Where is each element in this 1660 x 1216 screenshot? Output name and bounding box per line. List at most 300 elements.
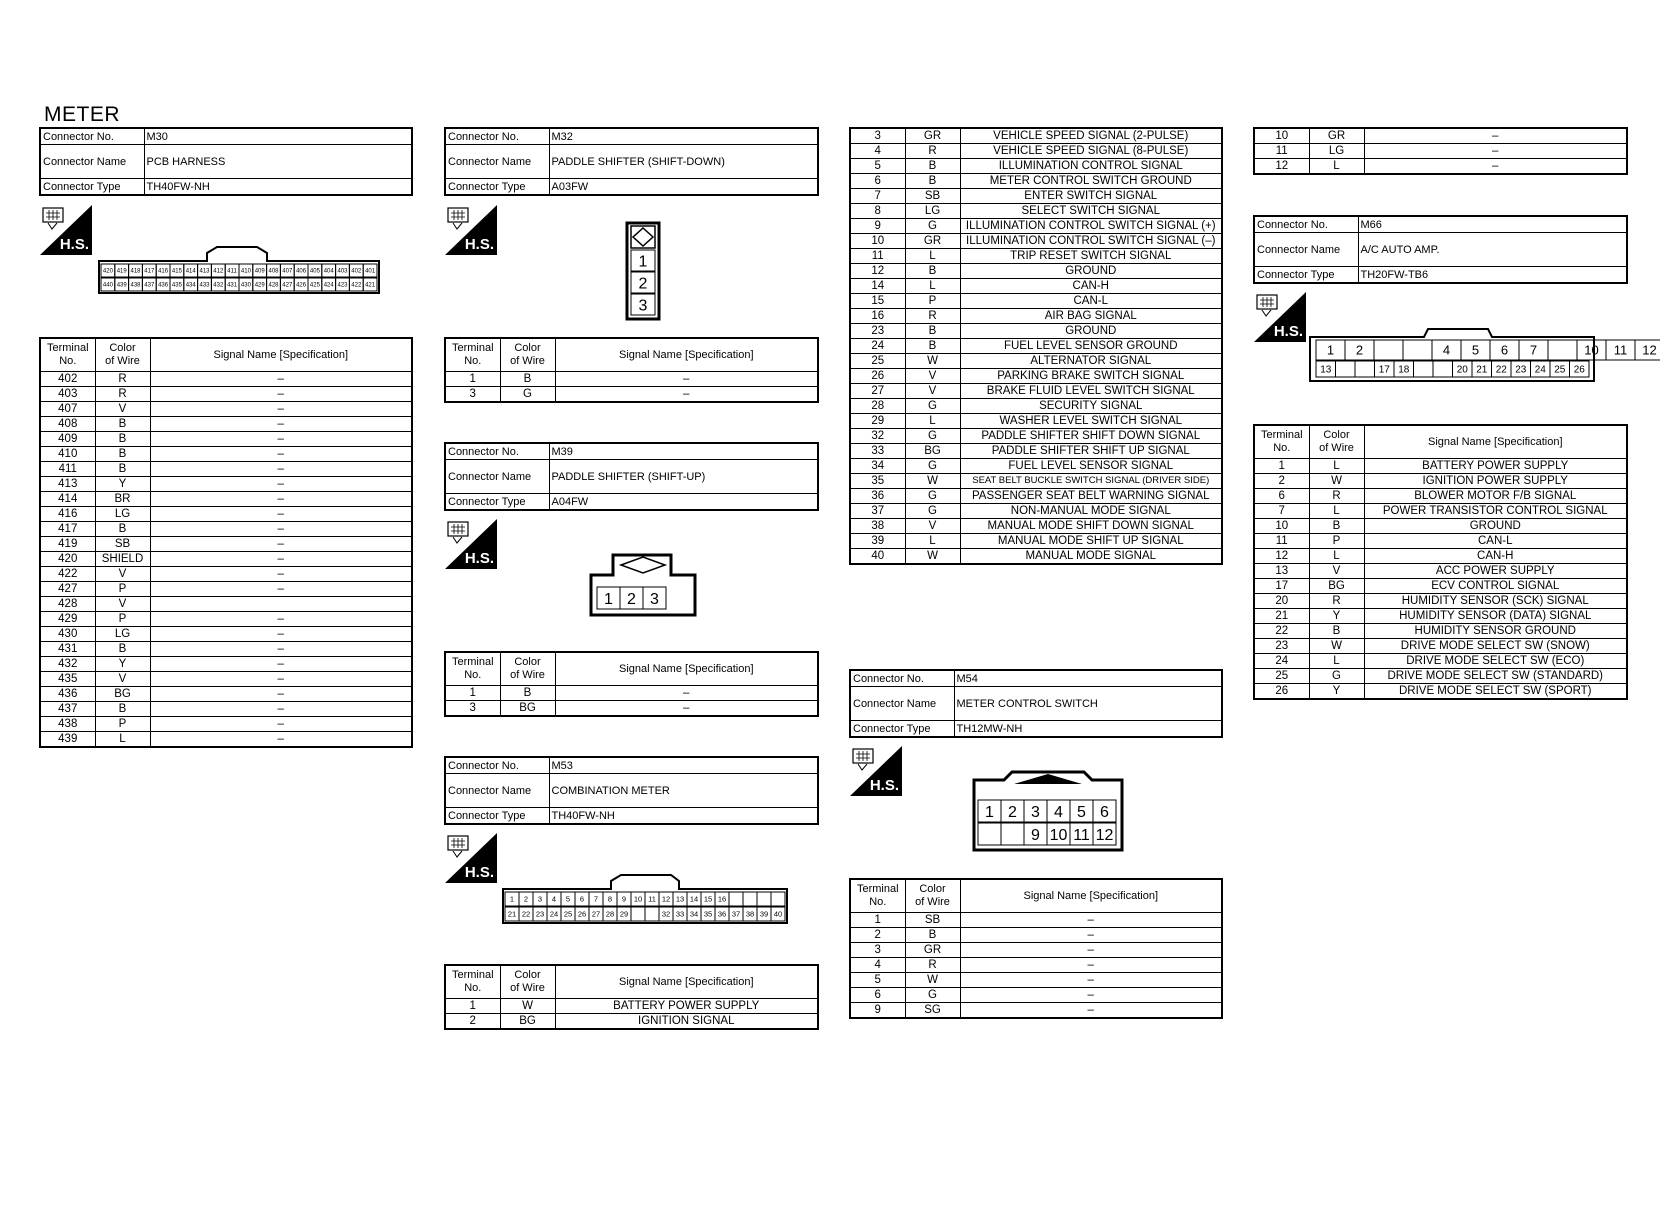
signal-name: – xyxy=(555,686,818,701)
signal-name: – xyxy=(150,567,412,582)
table-row xyxy=(850,294,1222,309)
connector-name: METER CONTROL SWITCH xyxy=(954,687,1222,721)
signal-name: – xyxy=(150,402,412,417)
terminal-no: 1 xyxy=(850,913,905,928)
terminal-no: 1 xyxy=(445,686,500,701)
terminal-no: 428 xyxy=(40,597,95,612)
pin-label: 6 xyxy=(1100,803,1109,821)
pin-label: 433 xyxy=(199,282,210,289)
pin-label: 419 xyxy=(116,268,127,275)
signal-name: – xyxy=(1364,144,1627,159)
terminal-no: 24 xyxy=(850,339,905,354)
table-row xyxy=(40,447,412,462)
terminal-no: 2 xyxy=(445,1014,500,1030)
label-conn-type: Connector Type xyxy=(445,494,549,511)
pin-label: 425 xyxy=(309,282,320,289)
header-terminal xyxy=(445,965,500,999)
conn-m54 xyxy=(849,669,1223,738)
connector-diagram-m66 xyxy=(1308,325,1657,388)
signal-name: – xyxy=(150,432,412,447)
pin-label: 25 xyxy=(1554,364,1566,376)
pin-label: 401 xyxy=(365,268,376,275)
terminal-no: 410 xyxy=(40,447,95,462)
table-row xyxy=(850,928,1222,943)
signal-name: ECV CONTROL SIGNAL xyxy=(1364,579,1627,594)
table-row xyxy=(850,549,1222,565)
pin-label: 5 xyxy=(1077,803,1086,821)
pin-label: 418 xyxy=(130,268,141,275)
connector-pin xyxy=(743,892,757,906)
pin-label: 2 xyxy=(523,894,529,904)
signal-name: ENTER SWITCH SIGNAL xyxy=(960,189,1222,204)
table-row xyxy=(850,264,1222,279)
wire-color: P xyxy=(1309,534,1364,549)
pin-label: 14 xyxy=(689,894,699,904)
signal-name: – xyxy=(150,372,412,387)
signal-name: – xyxy=(150,387,412,402)
label-conn-type: Connector Type xyxy=(850,721,954,738)
wire-color: GR xyxy=(905,128,960,144)
table-row xyxy=(445,999,818,1014)
table-row xyxy=(1254,144,1627,159)
connector-no: M39 xyxy=(549,443,818,460)
header-terminal-line1: Terminal xyxy=(451,656,494,668)
pin-label: 428 xyxy=(268,282,279,289)
wire-color: B xyxy=(500,686,555,701)
pin-label: 21 xyxy=(1476,364,1488,376)
wire-color: R xyxy=(905,309,960,324)
terminal-no: 32 xyxy=(850,429,905,444)
pin-label: 5 xyxy=(1471,342,1480,358)
wire-color: W xyxy=(905,973,960,988)
terminal-no: 12 xyxy=(850,264,905,279)
pin-label: 407 xyxy=(282,268,293,275)
wire-color: LG xyxy=(95,627,150,642)
pin-label: 408 xyxy=(268,268,279,275)
header-color-line1: Color xyxy=(514,656,541,668)
signal-name: BLOWER MOTOR F/B SIGNAL xyxy=(1364,489,1627,504)
signal-name: VEHICLE SPEED SIGNAL (8-PULSE) xyxy=(960,144,1222,159)
terminal-no: 15 xyxy=(850,294,905,309)
table-row xyxy=(850,504,1222,519)
wire-color: L xyxy=(1309,459,1364,474)
terminal-no: 413 xyxy=(40,477,95,492)
wire-color: G xyxy=(1309,669,1364,684)
table-row xyxy=(850,459,1222,474)
pin-label: 15 xyxy=(703,894,713,904)
pin-label: 1 xyxy=(509,894,515,904)
wire-color: P xyxy=(95,612,150,627)
table-row xyxy=(850,988,1222,1003)
wire-color: BG xyxy=(95,687,150,702)
pin-label: 12 xyxy=(1642,342,1657,358)
pin-label: 4 xyxy=(1054,803,1063,821)
hs-label: H.S. xyxy=(464,550,494,567)
signal-name: – xyxy=(150,417,412,432)
header-terminal-line2: No. xyxy=(59,355,77,367)
table-row xyxy=(850,279,1222,294)
terminal-no: 416 xyxy=(40,507,95,522)
terminal-no: 6 xyxy=(850,174,905,189)
pin-label: 7 xyxy=(593,894,599,904)
header-signal: Signal Name [Specification] xyxy=(1364,425,1627,459)
connector-diagram-m39 xyxy=(589,553,697,622)
wire-color: B xyxy=(1309,624,1364,639)
terminal-no: 11 xyxy=(1254,144,1309,159)
header-terminal-line2: No. xyxy=(464,982,482,994)
table-row xyxy=(40,507,412,522)
pin-label: 22 xyxy=(1495,364,1507,376)
wire-color: B xyxy=(905,928,960,943)
signal-name: – xyxy=(150,462,412,477)
connector-no: M66 xyxy=(1358,216,1627,233)
table-row xyxy=(1254,609,1627,624)
terminal-no: 22 xyxy=(1254,624,1309,639)
header-color xyxy=(95,338,150,372)
table-row xyxy=(1254,654,1627,669)
terminal-no: 33 xyxy=(850,444,905,459)
terminal-no: 409 xyxy=(40,432,95,447)
header-terminal xyxy=(1254,425,1309,459)
wire-color: V xyxy=(905,519,960,534)
hs-icon xyxy=(850,746,902,796)
connector-no: M30 xyxy=(144,128,412,145)
table-row xyxy=(850,973,1222,988)
terminal-no: 40 xyxy=(850,549,905,565)
wire-color: Y xyxy=(1309,609,1364,624)
signal-name xyxy=(150,597,412,612)
wire-color: BG xyxy=(1309,579,1364,594)
pin-label: 405 xyxy=(309,268,320,275)
table-row xyxy=(850,369,1222,384)
terminal-no: 12 xyxy=(1254,549,1309,564)
table-row xyxy=(40,567,412,582)
terminal-no: 417 xyxy=(40,522,95,537)
wire-color: W xyxy=(500,999,555,1014)
connector-pin xyxy=(1001,823,1024,845)
table-row xyxy=(850,324,1222,339)
wire-color: LG xyxy=(905,204,960,219)
pin-label: 26 xyxy=(577,909,587,919)
header-terminal-line2: No. xyxy=(464,669,482,681)
pin-label: 6 xyxy=(1500,342,1509,358)
wire-color: W xyxy=(905,354,960,369)
connector-no: M54 xyxy=(954,670,1222,687)
terminal-no: 435 xyxy=(40,672,95,687)
terminal-no: 23 xyxy=(1254,639,1309,654)
header-color xyxy=(905,879,960,913)
table-row xyxy=(40,612,412,627)
table-row xyxy=(1254,459,1627,474)
table-row xyxy=(850,444,1222,459)
signal-name: ACC POWER SUPPLY xyxy=(1364,564,1627,579)
table-row xyxy=(1254,684,1627,700)
connector-pin xyxy=(1414,361,1434,377)
signal-name: – xyxy=(150,687,412,702)
signal-name: GROUND xyxy=(1364,519,1627,534)
signal-name: IGNITION POWER SUPPLY xyxy=(1364,474,1627,489)
signal-name: DRIVE MODE SELECT SW (STANDARD) xyxy=(1364,669,1627,684)
terminal-table-m53 xyxy=(444,964,819,1030)
header-color-line2: of Wire xyxy=(915,896,950,908)
pin-label: 36 xyxy=(717,909,727,919)
signal-name: ILLUMINATION CONTROL SIGNAL xyxy=(960,159,1222,174)
header-terminal-line1: Terminal xyxy=(46,342,89,354)
connector-diagram-m53 xyxy=(501,875,789,930)
wire-color: R xyxy=(1309,594,1364,609)
terminal-no: 24 xyxy=(1254,654,1309,669)
wire-color: GR xyxy=(905,943,960,958)
header-color-line1: Color xyxy=(919,883,946,895)
pin-label: 437 xyxy=(144,282,155,289)
wire-color: L xyxy=(905,279,960,294)
pin-label: 410 xyxy=(240,268,251,275)
wire-color: W xyxy=(905,474,960,489)
connector-pin xyxy=(1433,361,1453,377)
table-row xyxy=(40,642,412,657)
table-row xyxy=(1254,474,1627,489)
terminal-no: 411 xyxy=(40,462,95,477)
signal-name: DRIVE MODE SELECT SW (SNOW) xyxy=(1364,639,1627,654)
table-row xyxy=(40,657,412,672)
connector-no: M32 xyxy=(549,128,818,145)
header-color xyxy=(1309,425,1364,459)
wire-color: V xyxy=(95,402,150,417)
table-row xyxy=(850,429,1222,444)
signal-name: MANUAL MODE SHIFT UP SIGNAL xyxy=(960,534,1222,549)
terminal-no: 14 xyxy=(850,279,905,294)
terminal-table-m53-cont xyxy=(849,127,1223,565)
connector-face-m39 xyxy=(589,553,697,617)
wire-color: B xyxy=(95,417,150,432)
header-color-line1: Color xyxy=(514,969,541,981)
hs-icon xyxy=(1254,292,1306,342)
terminal-no: 3 xyxy=(850,943,905,958)
wire-color: B xyxy=(905,264,960,279)
label-conn-no: Connector No. xyxy=(445,128,549,145)
label-conn-name: Connector Name xyxy=(1254,233,1358,267)
pin-label: 10 xyxy=(633,894,643,904)
wire-color: SHIELD xyxy=(95,552,150,567)
wire-color: V xyxy=(95,567,150,582)
pin-label: 2 xyxy=(638,275,648,293)
connector-face-m32 xyxy=(625,221,661,321)
terminal-no: 3 xyxy=(850,128,905,144)
terminal-no: 25 xyxy=(850,354,905,369)
wire-color: R xyxy=(95,387,150,402)
pin-label: 422 xyxy=(351,282,362,289)
conn-m32 xyxy=(444,127,819,196)
terminal-no: 12 xyxy=(1254,159,1309,175)
pin-label: 32 xyxy=(661,909,671,919)
signal-name: HUMIDITY SENSOR (DATA) SIGNAL xyxy=(1364,609,1627,624)
wire-color: BG xyxy=(500,1014,555,1030)
terminal-no: 2 xyxy=(850,928,905,943)
header-signal: Signal Name [Specification] xyxy=(555,652,818,686)
pin-label: 9 xyxy=(1031,826,1040,844)
terminal-no: 9 xyxy=(850,1003,905,1019)
wire-color: V xyxy=(905,369,960,384)
table-row xyxy=(1254,564,1627,579)
wire-color: GR xyxy=(905,234,960,249)
table-row xyxy=(40,597,412,612)
signal-name: PASSENGER SEAT BELT WARNING SIGNAL xyxy=(960,489,1222,504)
table-row xyxy=(40,687,412,702)
wire-color: B xyxy=(1309,519,1364,534)
connector-pin xyxy=(1403,340,1432,360)
wire-color: G xyxy=(905,504,960,519)
terminal-no: 7 xyxy=(850,189,905,204)
signal-name: – xyxy=(150,492,412,507)
wire-color: BG xyxy=(905,444,960,459)
pin-label: 431 xyxy=(227,282,238,289)
terminal-no: 1 xyxy=(445,999,500,1014)
connector-pin xyxy=(771,892,785,906)
connector-diagram-m54 xyxy=(972,770,1124,857)
table-row xyxy=(1254,504,1627,519)
signal-name: – xyxy=(960,928,1222,943)
pin-label: 440 xyxy=(102,282,113,289)
pin-label: 416 xyxy=(158,268,169,275)
pin-label: 28 xyxy=(605,909,615,919)
table-row xyxy=(850,534,1222,549)
wire-color: L xyxy=(1309,549,1364,564)
signal-name: – xyxy=(960,1003,1222,1019)
terminal-no: 10 xyxy=(1254,519,1309,534)
pin-label: 409 xyxy=(254,268,265,275)
pin-label: 415 xyxy=(171,268,182,275)
pin-label: 2 xyxy=(627,590,636,608)
terminal-no: 25 xyxy=(1254,669,1309,684)
label-conn-type: Connector Type xyxy=(445,808,549,825)
wire-color: L xyxy=(905,249,960,264)
connector-name: A/C AUTO AMP. xyxy=(1358,233,1627,267)
signal-name: – xyxy=(150,612,412,627)
table-row xyxy=(850,958,1222,973)
table-row xyxy=(40,387,412,402)
wire-color: LG xyxy=(95,507,150,522)
signal-name: SEAT BELT BUCKLE SWITCH SIGNAL (DRIVER SIDE) xyxy=(960,474,1222,489)
table-row xyxy=(850,414,1222,429)
terminal-no: 3 xyxy=(445,387,500,403)
terminal-no: 38 xyxy=(850,519,905,534)
signal-name: – xyxy=(150,537,412,552)
header-color xyxy=(500,338,555,372)
terminal-no: 27 xyxy=(850,384,905,399)
table-row xyxy=(1254,128,1627,144)
header-color-line2: of Wire xyxy=(1319,442,1354,454)
header-terminal xyxy=(445,652,500,686)
signal-name: – xyxy=(555,387,818,403)
pin-label: 5 xyxy=(565,894,571,904)
wire-color: L xyxy=(1309,654,1364,669)
wire-color: R xyxy=(905,144,960,159)
pin-label: 23 xyxy=(535,909,545,919)
terminal-no: 422 xyxy=(40,567,95,582)
table-row xyxy=(1254,669,1627,684)
terminal-no: 438 xyxy=(40,717,95,732)
pin-label: 430 xyxy=(240,282,251,289)
signal-name: – xyxy=(150,477,412,492)
pin-label: 24 xyxy=(549,909,559,919)
wire-color: G xyxy=(905,988,960,1003)
table-row xyxy=(850,489,1222,504)
pin-label: 13 xyxy=(1320,364,1332,376)
label-conn-no: Connector No. xyxy=(40,128,144,145)
terminal-no: 430 xyxy=(40,627,95,642)
pin-label: 9 xyxy=(621,894,627,904)
terminal-no: 403 xyxy=(40,387,95,402)
terminal-no: 5 xyxy=(850,973,905,988)
terminal-no: 39 xyxy=(850,534,905,549)
wire-color: B xyxy=(905,324,960,339)
signal-name: – xyxy=(150,672,412,687)
table-row xyxy=(1254,534,1627,549)
signal-name: MANUAL MODE SHIFT DOWN SIGNAL xyxy=(960,519,1222,534)
table-row xyxy=(40,717,412,732)
label-conn-name: Connector Name xyxy=(445,774,549,808)
wire-color: B xyxy=(95,642,150,657)
terminal-no: 10 xyxy=(1254,128,1309,144)
wire-color: W xyxy=(1309,474,1364,489)
terminal-no: 414 xyxy=(40,492,95,507)
wire-color: BR xyxy=(95,492,150,507)
wire-color: SB xyxy=(905,913,960,928)
signal-name: – xyxy=(150,702,412,717)
table-row xyxy=(850,913,1222,928)
terminal-table-m32 xyxy=(444,337,819,403)
pin-label: 1 xyxy=(604,590,613,608)
terminal-no: 402 xyxy=(40,372,95,387)
connector-face-m30 xyxy=(97,247,381,295)
pin-label: 13 xyxy=(675,894,685,904)
signal-name: SELECT SWITCH SIGNAL xyxy=(960,204,1222,219)
table-row xyxy=(850,204,1222,219)
label-conn-name: Connector Name xyxy=(445,460,549,494)
header-color-line1: Color xyxy=(1323,429,1350,441)
pin-label: 4 xyxy=(551,894,557,904)
wire-color: P xyxy=(95,582,150,597)
wire-color: B xyxy=(95,702,150,717)
signal-name: – xyxy=(150,642,412,657)
hs-icon xyxy=(40,205,92,255)
page-title: METER xyxy=(44,103,120,126)
table-row xyxy=(850,474,1222,489)
terminal-no: 2 xyxy=(1254,474,1309,489)
table-row xyxy=(850,249,1222,264)
wire-color: GR xyxy=(1309,128,1364,144)
pin-label: 26 xyxy=(1573,364,1585,376)
terminal-no: 427 xyxy=(40,582,95,597)
table-row xyxy=(1254,579,1627,594)
connector-type: A04FW xyxy=(549,494,818,511)
pin-label: 404 xyxy=(323,268,334,275)
connector-face-m53 xyxy=(501,875,789,925)
terminal-no: 16 xyxy=(850,309,905,324)
pin-label: 424 xyxy=(323,282,334,289)
terminal-no: 20 xyxy=(1254,594,1309,609)
wire-color: W xyxy=(905,549,960,565)
hs-icon xyxy=(445,519,497,569)
hs-label: H.S. xyxy=(464,236,494,253)
terminal-no: 436 xyxy=(40,687,95,702)
connector-no: M53 xyxy=(549,757,818,774)
wire-color: L xyxy=(905,414,960,429)
table-row xyxy=(40,462,412,477)
pin-label: 402 xyxy=(351,268,362,275)
terminal-no: 21 xyxy=(1254,609,1309,624)
signal-name: CAN-L xyxy=(960,294,1222,309)
